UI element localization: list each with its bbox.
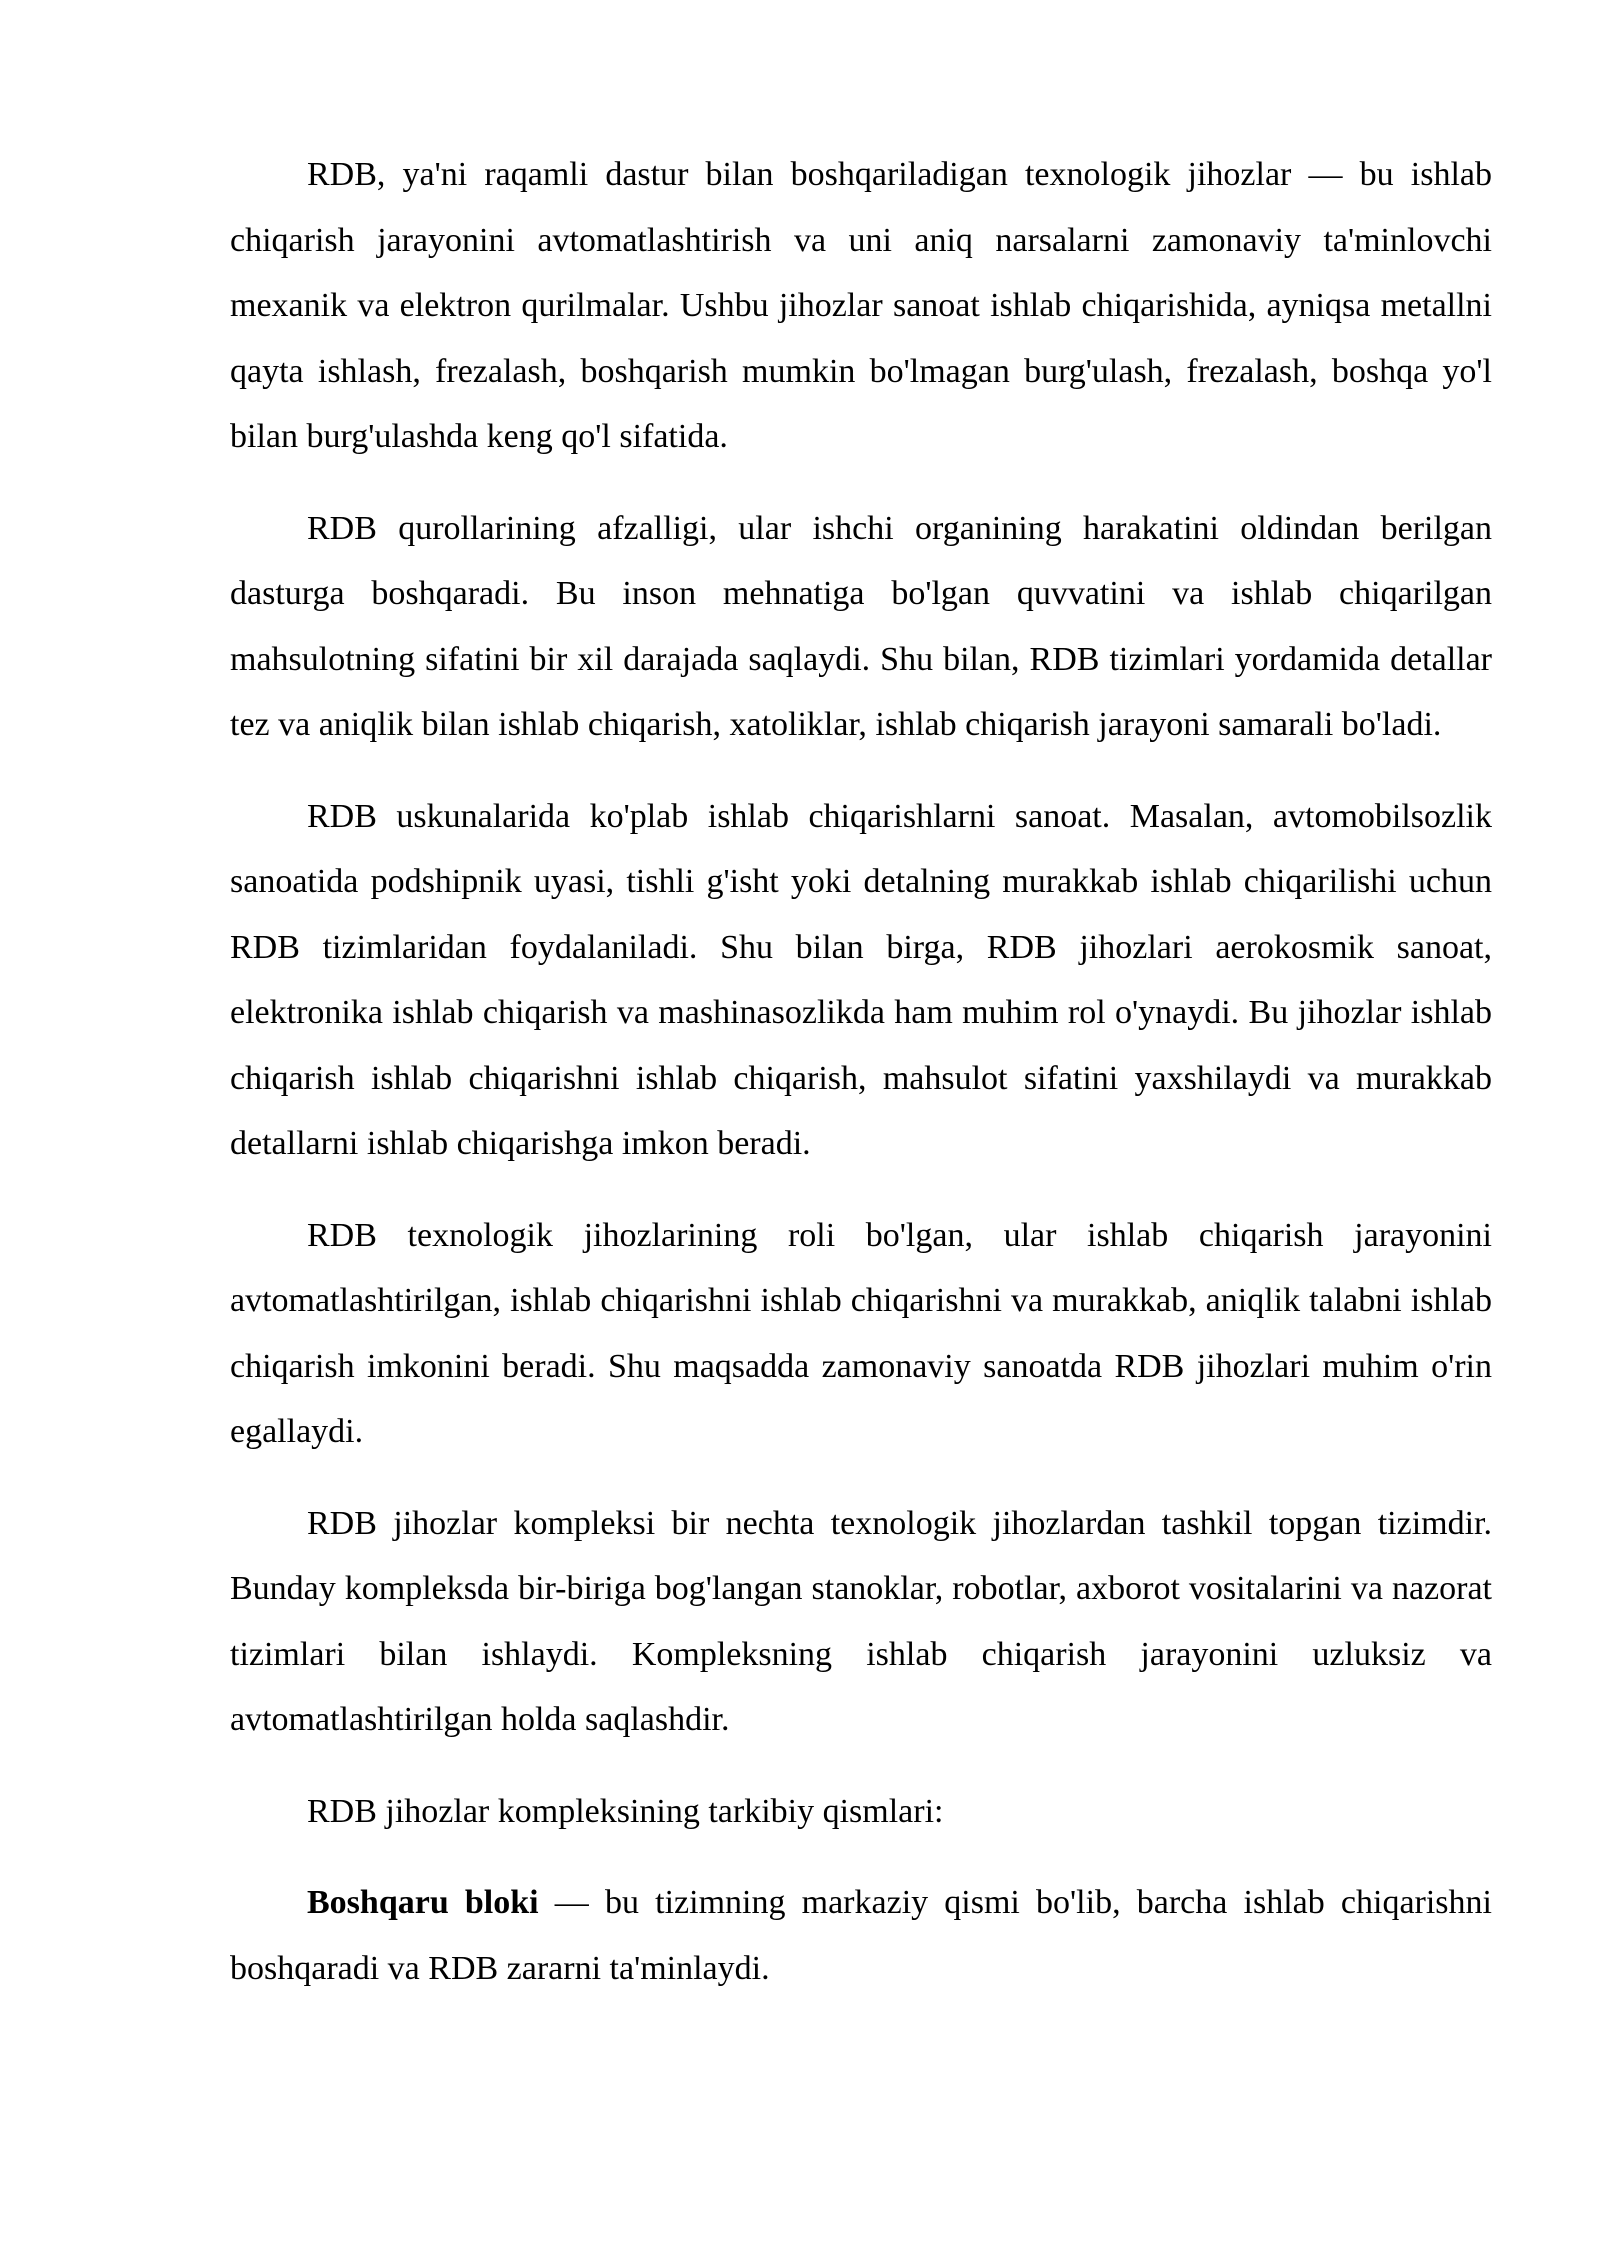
document-body [230, 142, 1492, 2027]
paragraph-1: RDB, ya'ni raqamli dastur bilan boshqariladigan texnologik jihozlar — bu ishlab chiqarish jarayonini avtomatlashtirish va uni aniq narsalarni zamonaviy ta'minlovchi mexanik va elektron qurilmalar. Ushbu jihozlar sanoat ishlab chiqarishida, ayniqsa metallni qayta ishlash, frezalash, boshqarish mumkin bo'lmagan burg'ulash, frezalash, boshqa yo'l bilan burg'ulashda keng qo'l sifatida. [230, 156, 1492, 455]
term-boshqaru-bloki: Boshqaru bloki [307, 1884, 539, 1921]
paragraph-7-text: — bu tizimning markaziy qismi bo'lib, barcha ishlab chiqarishni boshqaradi va RDB zararni ta'minlaydi. [230, 1884, 1492, 1987]
paragraph-2: RDB qurollarining afzalligi, ular ishchi organining harakatini oldindan berilgan dasturga boshqaradi. Bu inson mehnatiga bo'lgan quvvatini va ishlab chiqarilgan mahsulotning sifatini bir xil darajada saqlaydi. Shu bilan, RDB tizimlari yordamida detallar tez va aniqlik bilan ishlab chiqarish, xatoliklar, ishlab chiqarish jarayoni samarali bo'ladi. [230, 509, 1492, 743]
paragraph-4: RDB texnologik jihozlarining roli bo'lgan, ular ishlab chiqarish jarayonini avtomatlashtirilgan, ishlab chiqarishni ishlab chiqarishni va murakkab, aniqlik talabni ishlab chiqarish imkonini beradi. Shu maqsadda zamonaviy sanoatda RDB jihozlari muhim o'rin egallaydi. [230, 1216, 1492, 1450]
paragraph-5: RDB jihozlar kompleksi bir nechta texnologik jihozlardan tashkil topgan tizimdir. Bunday kompleksda bir-biriga bog'langan stanoklar, robotlar, axborot vositalarini va nazorat tizimlari bilan ishlaydi. Kompleksning ishlab chiqarish jarayonini uzluksiz va avtomatlashtirilgan holda saqlashdir. [230, 1504, 1492, 1738]
paragraph-3: RDB uskunalarida ko'plab ishlab chiqarishlarni sanoat. Masalan, avtomobilsozlik sanoatida podshipnik uyasi, tishli g'isht yoki detalning murakkab ishlab chiqarilishi uchun RDB tizimlaridan foydalaniladi. Shu bilan birga, RDB jihozlari aerokosmik sanoat, elektronika ishlab chiqarish va mashinasozlikda ham muhim rol o'ynaydi. Bu jihozlar ishlab chiqarish ishlab chiqarishni ishlab chiqarish, mahsulot sifatini yaxshilaydi va murakkab detallarni ishlab chiqarishga imkon beradi. [230, 797, 1492, 1162]
paragraph-7 [230, 1870, 1492, 2001]
paragraph-6: RDB jihozlar kompleksining tarkibiy qismlari: [307, 1792, 944, 1830]
